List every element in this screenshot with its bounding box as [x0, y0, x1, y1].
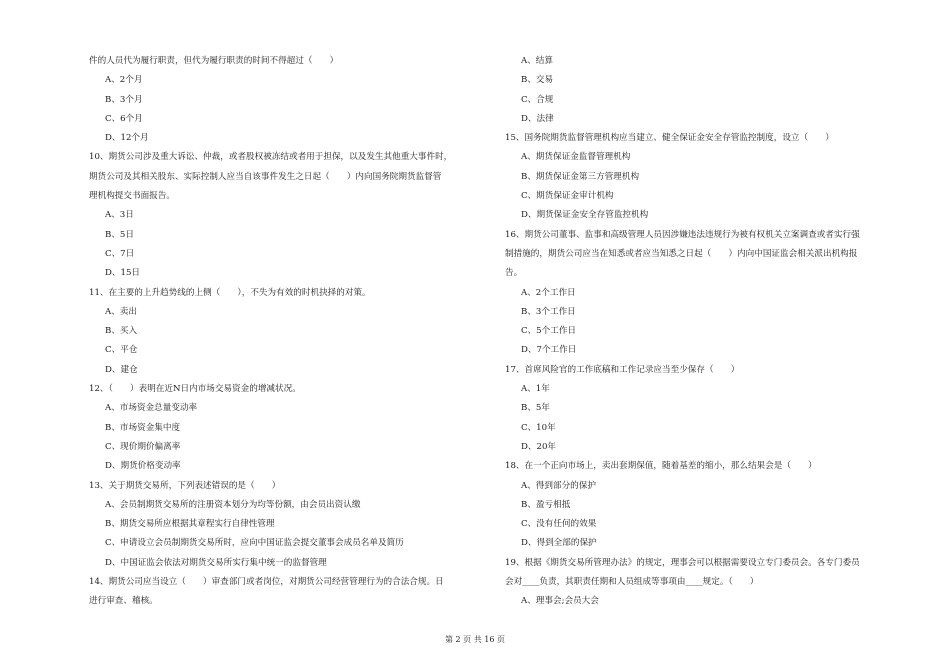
- question-text: 进行审查、稽核。: [89, 596, 158, 607]
- question-text: 18、在一个正向市场上，卖出套期保值，随着基差的缩小，那么结果会是（ ）: [505, 461, 817, 472]
- answer-option: A、会员制期货交易所的注册资本划分为均等份额，由会员出资认缴: [105, 499, 361, 510]
- answer-option: C、现价期价偏离率: [105, 441, 181, 452]
- answer-option: A、卖出: [105, 306, 137, 317]
- answer-option: A、期货保证金监督管理机构: [521, 152, 631, 163]
- answer-option: D、期货价格变动率: [105, 461, 181, 472]
- answer-option: B、5年: [521, 403, 550, 414]
- question-text: 15、国务院期货监督管理机构应当建立、健全保证金安全存管监控制度，设立（ ）: [505, 133, 834, 144]
- answer-option: C、6个月: [105, 113, 143, 124]
- answer-option: D、15日: [105, 268, 141, 279]
- answer-option: B、市场资金集中度: [105, 422, 181, 433]
- question-text: 12、（ ）表明在近N日内市场交易资金的增减状况。: [89, 384, 301, 395]
- answer-option: A、市场资金总量变动率: [105, 403, 198, 414]
- answer-option: A、得到部分的保护: [521, 480, 596, 491]
- answer-option: B、5日: [105, 229, 134, 240]
- question-text: 告。: [505, 268, 523, 279]
- answer-option: D、12个月: [105, 133, 149, 144]
- question-text: 16、期货公司董事、监事和高级管理人员因涉嫌违法违规行为被有权机关立案调查或者实行强: [505, 229, 860, 240]
- answer-option: D、期货保证金安全存管监控机构: [521, 210, 649, 221]
- answer-option: D、7个工作日: [521, 345, 577, 356]
- question-text: 17、首席风险官的工作底稿和工作记录应当至少保存（ ）: [505, 364, 740, 375]
- answer-option: C、合规: [521, 94, 554, 105]
- answer-option: D、建仓: [105, 364, 138, 375]
- answer-option: B、交易: [521, 75, 554, 86]
- question-text: 14、期货公司应当设立（ ）审查部门或者岗位，对期货公司经营管理行为的合法合规。日: [89, 577, 444, 588]
- answer-option: A、2个工作日: [521, 287, 576, 298]
- question-text: 19、根据《期货交易所管理办法》的规定，理事会可以根据需要设立专门委员会。各专门委员: [505, 557, 860, 568]
- answer-option: A、1年: [521, 384, 550, 395]
- question-text: 13、关于期货交易所，下列表述错误的是（ ）: [89, 480, 281, 491]
- question-text: 理机构提交书面报告。: [89, 191, 175, 202]
- answer-option: B、3个月: [105, 94, 143, 105]
- question-text: 11、在主要的上升趋势线的上侧（ ），不失为有效的时机抉择的对策。: [89, 287, 371, 298]
- question-text: 会对____负责，其职责任期和人员组成等事项由____规定。（ ）: [505, 577, 759, 588]
- answer-option: C、没有任何的效果: [521, 519, 597, 530]
- answer-option: C、10年: [521, 422, 556, 433]
- answer-option: C、7日: [105, 248, 135, 259]
- answer-option: C、5个工作日: [521, 326, 577, 337]
- question-text: 期货公司及其相关股东、实际控制人应当自该事件发生之日起（ ）内向国务院期货监督管: [89, 171, 442, 182]
- answer-option: B、买入: [105, 326, 138, 337]
- answer-option: B、期货交易所应根据其章程实行自律性管理: [105, 519, 275, 530]
- left-column: [89, 52, 489, 612]
- answer-option: D、中国证监会依法对期货交易所实行集中统一的监督管理: [105, 557, 327, 568]
- answer-option: D、法律: [521, 113, 554, 124]
- question-text: 制措施的，期货公司应当在知悉或者应当知悉之日起（ ）内向中国证监会相关派出机构报: [505, 248, 858, 259]
- answer-option: B、3个工作日: [521, 306, 576, 317]
- answer-option: C、期货保证金审计机构: [521, 191, 614, 202]
- right-column: [505, 52, 915, 612]
- answer-option: D、得到全部的保护: [521, 538, 597, 549]
- answer-option: B、盈亏相抵: [521, 499, 571, 510]
- question-text: 件的人员代为履行职责，但代为履行职责的时间不得超过（ ）: [89, 56, 339, 66]
- answer-option: C、平仓: [105, 345, 138, 356]
- answer-option: A、2个月: [105, 75, 143, 86]
- answer-option: A、理事会;会员大会: [521, 596, 599, 607]
- answer-option: B、期货保证金第三方管理机构: [521, 171, 640, 182]
- answer-option: D、20年: [521, 441, 557, 452]
- question-text: 10、期货公司涉及重大诉讼、仲裁，或者股权被冻结或者用于担保，以及发生其他重大事件时，: [89, 152, 453, 163]
- answer-option: C、申请设立会员制期货交易所时，应向中国证监会提交董事会成员名单及简历: [105, 538, 404, 549]
- page-footer: 第 2 页 共 16 页: [445, 635, 505, 644]
- answer-option: A、结算: [521, 56, 553, 66]
- answer-option: A、3日: [105, 210, 134, 221]
